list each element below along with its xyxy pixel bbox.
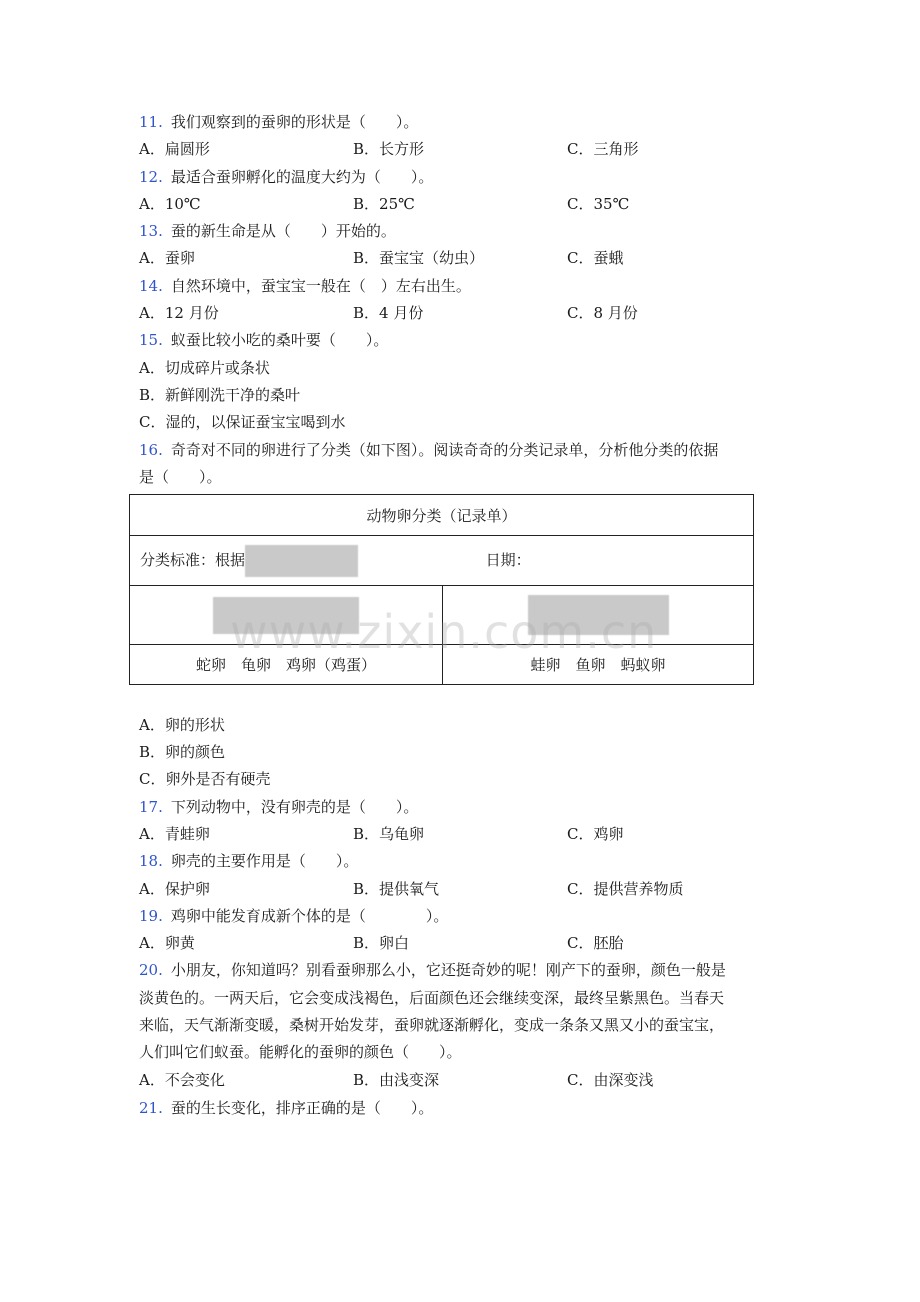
option-b: B．25℃ bbox=[353, 195, 415, 213]
option-b: B．长方形 bbox=[353, 140, 425, 158]
question-number: 14. bbox=[139, 277, 163, 295]
question-number: 11. bbox=[139, 113, 163, 131]
question-number: 21. bbox=[139, 1099, 163, 1117]
option-b: B．提供氧气 bbox=[353, 880, 440, 898]
option-a: A．蚕卵 bbox=[139, 249, 195, 267]
criterion-row bbox=[130, 536, 754, 586]
option-a: A．12 月份 bbox=[139, 304, 219, 322]
option-c: C．35℃ bbox=[567, 195, 630, 213]
option-c: C．胚胎 bbox=[567, 934, 624, 952]
question-13 bbox=[139, 219, 396, 243]
question-17 bbox=[139, 795, 418, 819]
question-19 bbox=[139, 904, 448, 928]
question-text-continued: 淡黄色的。一两天后，它会变成浅褐色，后面颜色还会继续变深，最终呈紫黑色。当春天 bbox=[139, 989, 725, 1007]
option-a: A．卵的形状 bbox=[139, 716, 225, 734]
question-text: 小朋友，你知道吗？别看蚕卵那么小，它还挺奇妙的呢！刚产下的蚕卵，颜色一般是 bbox=[170, 961, 726, 979]
question-16 bbox=[139, 438, 718, 462]
right-eggs: 蛙卵 鱼卵 蚂蚁卵 bbox=[443, 645, 754, 685]
option-c: C．卵外是否有硬壳 bbox=[139, 770, 271, 788]
option-c: C．提供营养物质 bbox=[567, 880, 684, 898]
question-number: 17. bbox=[139, 798, 163, 816]
option-c: C．由深变浅 bbox=[567, 1071, 654, 1089]
question-text: 最适合蚕卵孵化的温度大约为（ ）。 bbox=[170, 168, 434, 186]
option-a: A．保护卵 bbox=[139, 880, 210, 898]
question-number: 16. bbox=[139, 441, 163, 459]
option-c: C．蚕蛾 bbox=[567, 249, 624, 267]
option-c: C．鸡卵 bbox=[567, 825, 624, 843]
record-title: 动物卵分类（记录单） bbox=[130, 495, 754, 536]
question-text: 自然环境中，蚕宝宝一般在（ ）左右出生。 bbox=[170, 277, 471, 295]
option-b: B．卵白 bbox=[353, 934, 410, 952]
option-b: B．由浅变深 bbox=[353, 1071, 440, 1089]
question-text-continued: 来临，天气渐渐变暖，桑树开始发芽，蚕卵就逐渐孵化，变成一条条又黑又小的蚕宝宝， bbox=[139, 1016, 725, 1034]
option-a: A．青蛙卵 bbox=[139, 825, 210, 843]
option-a: A．10℃ bbox=[139, 195, 201, 213]
question-15 bbox=[139, 328, 388, 352]
option-b: B．乌龟卵 bbox=[353, 825, 425, 843]
criterion-label: 分类标准：根据 bbox=[140, 550, 246, 569]
question-text: 蚕的新生命是从（ ）开始的。 bbox=[170, 222, 396, 240]
option-a: A．卵黄 bbox=[139, 934, 195, 952]
option-b: B．4 月份 bbox=[353, 304, 424, 322]
question-11 bbox=[139, 110, 418, 134]
left-eggs: 蛇卵 龟卵 鸡卵（鸡蛋） bbox=[130, 645, 443, 685]
option-a: A．扁圆形 bbox=[139, 140, 210, 158]
question-text: 蚁蚕比较小吃的桑叶要（ ）。 bbox=[170, 331, 389, 349]
question-number: 18. bbox=[139, 852, 163, 870]
question-text: 鸡卵中能发育成新个体的是（ ）。 bbox=[170, 907, 449, 925]
question-text-continued: 是（ ）。 bbox=[139, 468, 222, 486]
option-a: A．不会变化 bbox=[139, 1071, 225, 1089]
question-21 bbox=[139, 1096, 433, 1120]
question-text-continued: 人们叫它们蚁蚕。能孵化的蚕卵的颜色（ ）。 bbox=[139, 1043, 462, 1061]
question-number: 19. bbox=[139, 907, 163, 925]
date-label: 日期： bbox=[485, 550, 531, 569]
watermark: www.zixin.com.cn bbox=[230, 605, 658, 659]
question-number: 12. bbox=[139, 168, 163, 186]
question-text: 蚕的生长变化，排序正确的是（ ）。 bbox=[170, 1099, 434, 1117]
question-number: 15. bbox=[139, 331, 163, 349]
option-b: B．卵的颜色 bbox=[139, 743, 226, 761]
question-text: 我们观察到的蚕卵的形状是（ ）。 bbox=[170, 113, 419, 131]
question-text: 奇奇对不同的卵进行了分类（如下图）。阅读奇奇的分类记录单，分析他分类的依据 bbox=[170, 441, 719, 459]
blurred-criterion bbox=[245, 545, 358, 577]
option-a: A．切成碎片或条状 bbox=[139, 359, 270, 377]
question-18 bbox=[139, 849, 358, 873]
option-c: C．8 月份 bbox=[567, 304, 638, 322]
option-b: B．蚕宝宝（幼虫） bbox=[353, 249, 485, 267]
question-number: 13. bbox=[139, 222, 163, 240]
option-b: B．新鲜刚洗干净的桑叶 bbox=[139, 386, 301, 404]
option-c: C．湿的，以保证蚕宝宝喝到水 bbox=[139, 413, 346, 431]
question-12 bbox=[139, 165, 433, 189]
question-14 bbox=[139, 274, 471, 298]
question-text: 卵壳的主要作用是（ ）。 bbox=[170, 852, 359, 870]
option-c: C．三角形 bbox=[567, 140, 639, 158]
question-20 bbox=[139, 958, 726, 982]
question-number: 20. bbox=[139, 961, 163, 979]
question-text: 下列动物中，没有卵壳的是（ ）。 bbox=[170, 798, 419, 816]
